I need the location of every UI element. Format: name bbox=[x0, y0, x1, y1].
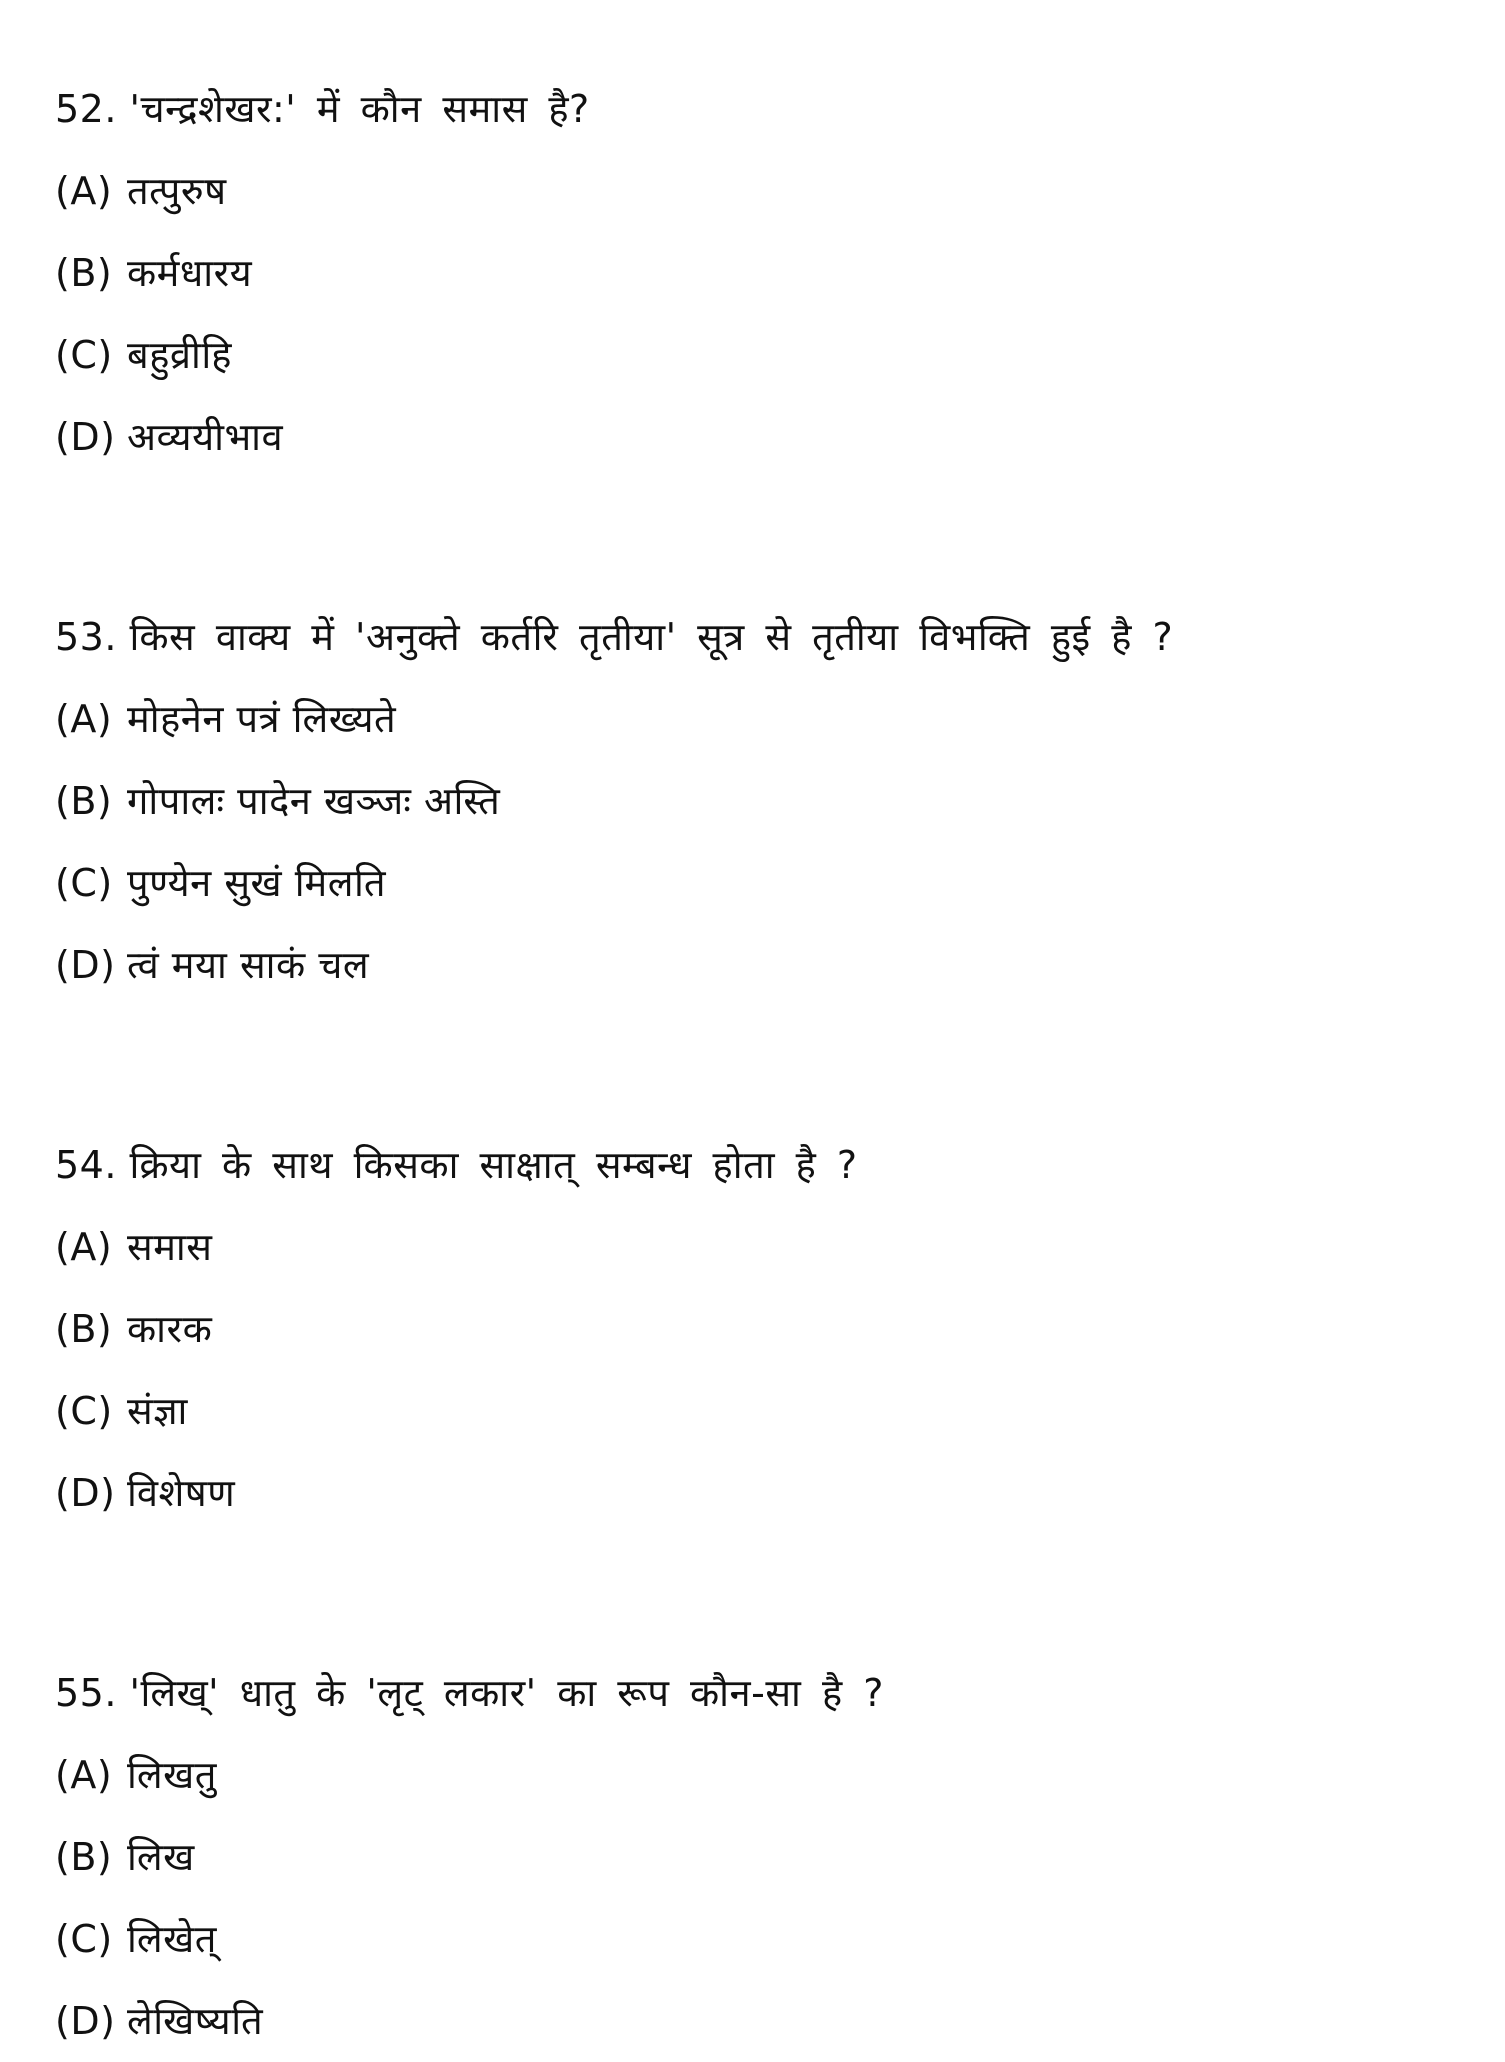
option-label: (B) bbox=[55, 779, 113, 823]
question-sheet bbox=[55, 68, 1455, 2062]
option-a bbox=[55, 150, 1455, 232]
option-c bbox=[55, 314, 1455, 396]
option-b bbox=[55, 760, 1455, 842]
option-label: (C) bbox=[55, 333, 113, 377]
option-b bbox=[55, 1288, 1455, 1370]
question-52 bbox=[55, 68, 1455, 478]
question-text: किस वाक्य में 'अनुक्ते कर्तरि तृतीया' सूत्र से तृतीया विभक्ति हुई है ? bbox=[129, 615, 1174, 659]
option-label: (D) bbox=[55, 943, 116, 987]
question-number: 53. bbox=[55, 615, 117, 659]
option-text: संज्ञा bbox=[127, 1389, 188, 1433]
question-text: 'लिख्' धातु के 'लृट् लकार' का रूप कौन-सा है ? bbox=[129, 1671, 884, 1715]
option-label: (A) bbox=[55, 697, 113, 741]
option-label: (D) bbox=[55, 1999, 116, 2043]
option-label: (A) bbox=[55, 1225, 113, 1269]
option-text: बहुव्रीहि bbox=[127, 333, 232, 377]
option-c bbox=[55, 842, 1455, 924]
option-text: लिख bbox=[127, 1835, 195, 1879]
option-label: (C) bbox=[55, 1389, 113, 1433]
question-54 bbox=[55, 1124, 1455, 1534]
option-text: लिखतु bbox=[127, 1753, 217, 1797]
option-text: अव्ययीभाव bbox=[127, 415, 284, 459]
option-d bbox=[55, 396, 1455, 478]
option-d bbox=[55, 924, 1455, 1006]
question-stem bbox=[55, 68, 1455, 150]
option-label: (B) bbox=[55, 251, 113, 295]
option-label: (B) bbox=[55, 1307, 113, 1351]
option-label: (A) bbox=[55, 169, 113, 213]
option-b bbox=[55, 232, 1455, 314]
option-label: (C) bbox=[55, 1917, 113, 1961]
option-label: (D) bbox=[55, 1471, 116, 1515]
option-text: त्वं मया साकं चल bbox=[127, 943, 370, 987]
question-stem bbox=[55, 1652, 1455, 1734]
option-text: गोपालः पादेन खञ्जः अस्ति bbox=[127, 779, 501, 823]
option-a bbox=[55, 1734, 1455, 1816]
option-label: (B) bbox=[55, 1835, 113, 1879]
option-d bbox=[55, 1452, 1455, 1534]
option-d bbox=[55, 1980, 1455, 2062]
option-text: पुण्येन सुखं मिलति bbox=[127, 861, 387, 905]
question-number: 54. bbox=[55, 1143, 117, 1187]
option-text: कारक bbox=[127, 1307, 213, 1351]
question-stem bbox=[55, 596, 1455, 678]
option-label: (C) bbox=[55, 861, 113, 905]
question-text: क्रिया के साथ किसका साक्षात् सम्बन्ध होता है ? bbox=[129, 1143, 858, 1187]
option-text: कर्मधारय bbox=[127, 251, 253, 295]
option-a bbox=[55, 1206, 1455, 1288]
option-c bbox=[55, 1898, 1455, 1980]
question-55 bbox=[55, 1652, 1455, 2062]
option-text: लिखेत् bbox=[127, 1917, 217, 1961]
question-text: 'चन्द्रशेखर:' में कौन समास है? bbox=[129, 87, 590, 131]
option-text: तत्पुरुष bbox=[127, 169, 227, 213]
option-text: विशेषण bbox=[127, 1471, 236, 1515]
question-number: 52. bbox=[55, 87, 117, 131]
option-b bbox=[55, 1816, 1455, 1898]
option-label: (D) bbox=[55, 415, 116, 459]
option-text: लेखिष्यति bbox=[127, 1999, 264, 2043]
option-c bbox=[55, 1370, 1455, 1452]
option-text: समास bbox=[127, 1225, 213, 1269]
option-text: मोहनेन पत्रं लिख्यते bbox=[127, 697, 397, 741]
option-label: (A) bbox=[55, 1753, 113, 1797]
question-53 bbox=[55, 596, 1455, 1006]
question-number: 55. bbox=[55, 1671, 117, 1715]
option-a bbox=[55, 678, 1455, 760]
question-stem bbox=[55, 1124, 1455, 1206]
